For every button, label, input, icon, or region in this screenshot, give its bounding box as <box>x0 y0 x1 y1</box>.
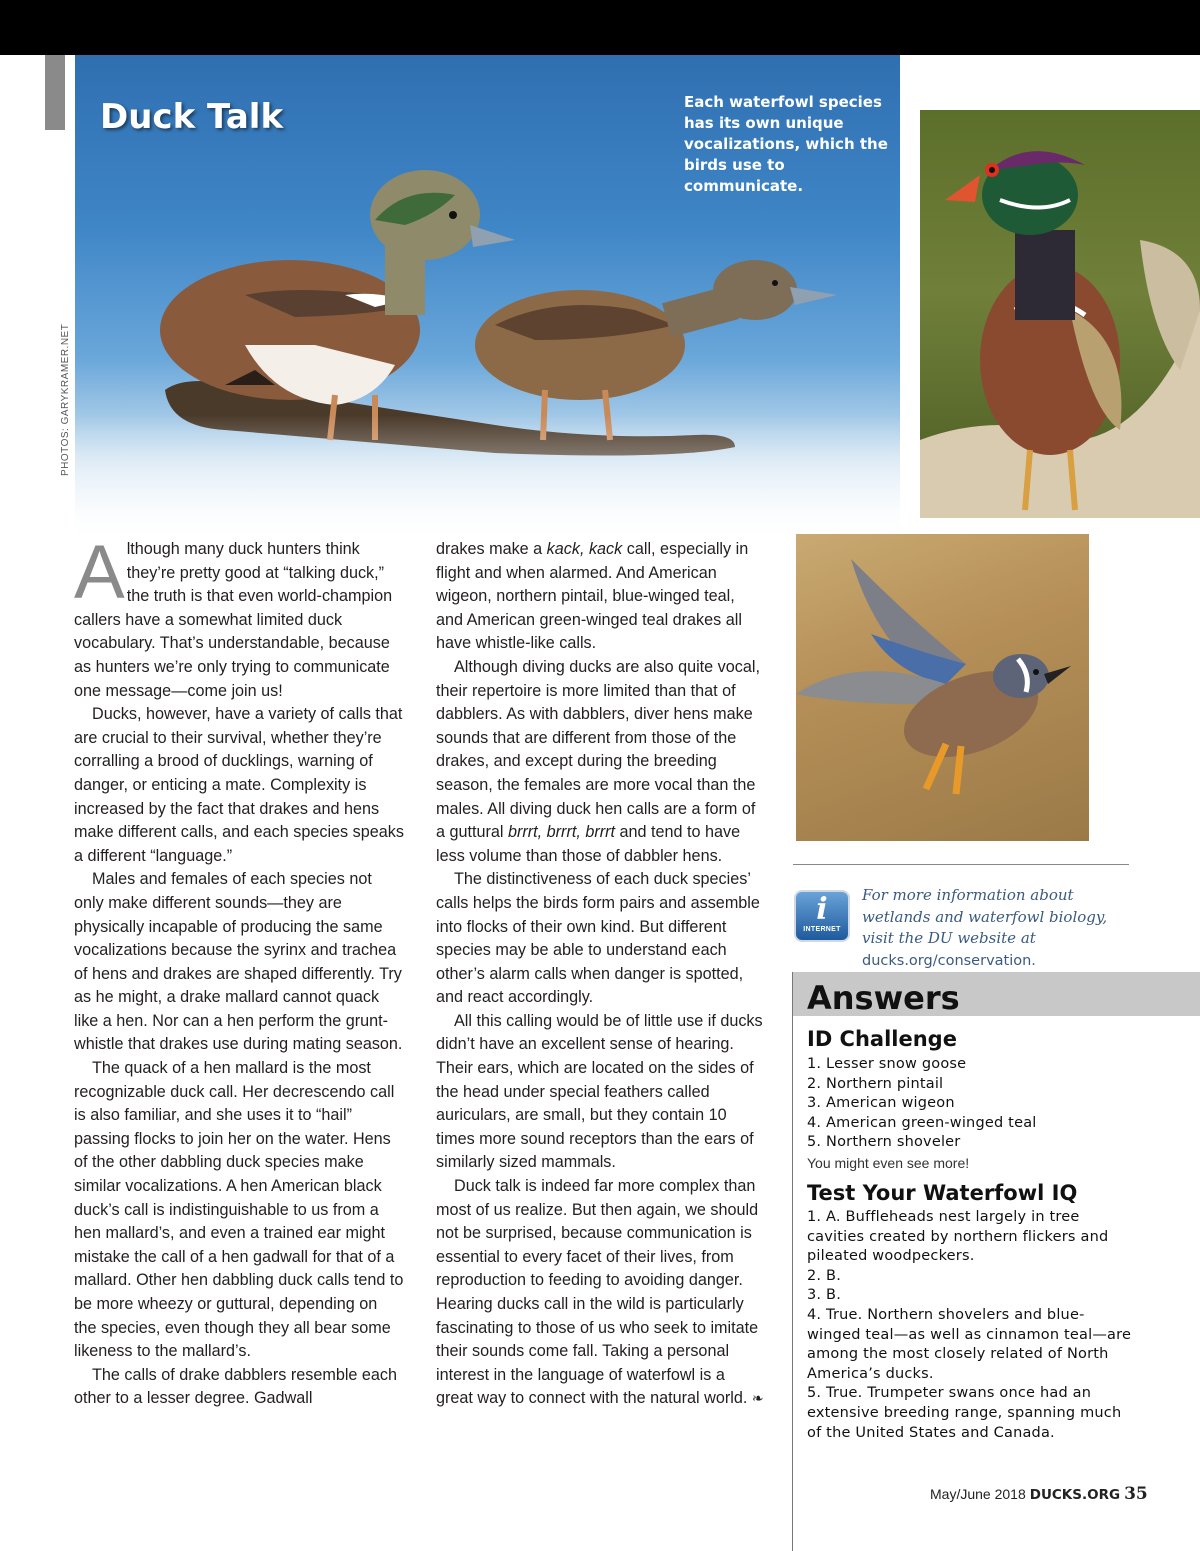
paragraph <box>74 530 404 703</box>
conservation-link[interactable]: ducks.org/conservation. <box>862 952 1036 969</box>
photo-credit: PHOTOS: GARYKRAMER.NET <box>60 323 71 476</box>
issue-date: May/June 2018 <box>930 1486 1026 1502</box>
list-item: 5. True. Trumpeter swans once had an extensive breeding range, spanning much of the United States and Canada. <box>807 1385 1122 1441</box>
list-item: 4. American green-winged teal <box>807 1114 1037 1131</box>
list-item: 3. American wigeon <box>807 1095 955 1112</box>
paragraph: Ducks, however, have a variety of calls that are crucial to their survival, whether they’re corralling a brood of ducklings, warning of danger, or enticing a mate. Complexity is increased by the fact that drakes and hens make different calls, and each species speaks a different “language.” <box>74 705 404 865</box>
drop-cap: A <box>74 530 125 615</box>
site-name: DUCKS.ORG <box>1029 1487 1121 1503</box>
paragraph-text: Although diving ducks are also quite vocal, their repertoire is more limited than that of dabblers. As with dabblers, diver hens make sounds that are different from those of the drakes, and except during the breeding season, the females are more vocal than the males. All diving duck hen calls are a form of a guttural <box>436 657 760 842</box>
more-info-text <box>862 885 1132 972</box>
id-challenge-heading: ID Challenge <box>807 1027 957 1051</box>
paragraph-text: lthough many duck hunters think they’re pretty good at “talking duck,” the truth is that even world-champion callers have a somewhat limited duck vocabulary. That’s understandable, because as hunters we’re only trying to communicate one message—come join us! <box>74 540 393 700</box>
paragraph: The quack of a hen mallard is the most recognizable duck call. Her decrescendo call is also familiar, and she uses it to “hail” passing flocks to join her on the water. Hens of the other dabbling duck species make similar vocalizations. A hen American black duck’s call is indistinguishable to us from a hen mallard’s, and even a trained ear might mistake the call of a hen gadwall for that of a mallard. Other hen dabbling duck calls tend to be more wheezy or guttural, depending on the species, even though they all bear some likeness to the mallard’s. <box>74 1059 404 1361</box>
paragraph <box>436 1175 766 1411</box>
photo-wood-duck <box>920 110 1200 518</box>
iq-answer-list <box>807 1208 1137 1443</box>
paragraph-text: Duck talk is indeed far more complex than most of us realize. But then again, we should not be surprised, because communication is essential to every facet of their lives, from reproduction to feeding to avoiding danger. Hearing ducks call in the wild is particularly fascinating to those of us who seek to imitate their sounds come fall. Taking a personal interest in the language of waterfowl is a great way to connect with the natural world. <box>436 1177 759 1408</box>
more-info-sentence: For more information about wetlands and waterfowl biology, visit the DU website at <box>862 886 1108 947</box>
article-title: Duck Talk <box>100 97 284 137</box>
wood-duck-illustration <box>920 110 1200 518</box>
hero-photo-wigeon <box>75 55 900 545</box>
internet-icon-letter: i <box>816 892 828 927</box>
list-item: 1. Lesser snow goose <box>807 1056 967 1072</box>
id-challenge-note: You might even see more! <box>807 1155 970 1171</box>
end-mark-icon: ❧ <box>751 1390 764 1407</box>
call-sound: brrrt, brrrt, brrrt <box>508 823 616 842</box>
list-item: 4. True. Northern shovelers and blue-winged teal—as well as cinnamon teal—are among the most closely related of North America’s ducks. <box>807 1306 1132 1382</box>
list-item: 3. B. <box>807 1287 842 1304</box>
sidebar-divider <box>793 864 1129 865</box>
internet-icon <box>794 890 850 942</box>
paragraph-text: drakes make a <box>436 540 547 558</box>
photo-caption: Each waterfowl species has its own unique vocalizations, which the birds use to communicate. <box>684 93 888 195</box>
paragraph: The calls of drake dabblers resemble each other to a lesser degree. Gadwall <box>74 1365 398 1408</box>
paragraph: The distinctiveness of each duck species’ calls helps the birds form pairs and assemble into flocks of their own kind. But different species may be able to understand each other’s alarm calls when danger is spotted, and react accordingly. <box>436 870 760 1007</box>
list-item: 1. A. Buffleheads nest largely in tree cavities created by northern flickers and pileated woodpeckers. <box>807 1209 1109 1265</box>
answers-title: Answers <box>807 979 960 1017</box>
id-challenge-list <box>807 1055 1137 1153</box>
paragraph: All this calling would be of little use if ducks didn’t have an excellent sense of hearing. Their ears, which are located on the sides of the head under special feathers called auriculars, are small, but they contain 10 times more sound receptors than the ears of similarly sized mammals. <box>436 1011 763 1172</box>
list-item: 2. Northern pintail <box>807 1075 944 1092</box>
answers-rule <box>792 972 793 1551</box>
page-number: 35 <box>1124 1484 1148 1504</box>
paragraph-text: call, especially in flight and when alarmed. And American wigeon, northern pintail, blue-winged teal, and American green-winged teal drakes all have whistle-like calls. <box>436 540 749 653</box>
internet-icon-label: INTERNET <box>803 926 841 933</box>
iq-heading: Test Your Waterfowl IQ <box>807 1181 1078 1205</box>
top-black-bar <box>0 0 1200 55</box>
article-column-2 <box>436 538 766 1411</box>
paragraph: Males and females of each species not only make different sounds—they are physically incapable of producing the same vocalizations because the syrinx and trachea of hens and drakes are shaped differently. Try as he might, a drake mallard cannot quack like a hen. Nor can a hen perform the grunt-whistle that drakes use during mating season. <box>74 870 403 1054</box>
article-column-1 <box>74 530 404 1411</box>
list-item: 5. Northern shoveler <box>807 1134 961 1151</box>
section-tab <box>45 55 65 130</box>
page-footer <box>930 1484 1148 1504</box>
hen-wigeon <box>475 260 837 440</box>
paragraph-text: and tend to have less volume than those of dabbler hens. <box>436 823 741 865</box>
photo-blue-winged-teal <box>796 534 1089 841</box>
call-sound: kack, kack <box>546 540 623 558</box>
paragraph <box>436 656 766 868</box>
list-item: 2. B. <box>807 1267 842 1284</box>
paragraph <box>436 538 766 656</box>
blue-winged-teal-illustration <box>796 534 1089 841</box>
